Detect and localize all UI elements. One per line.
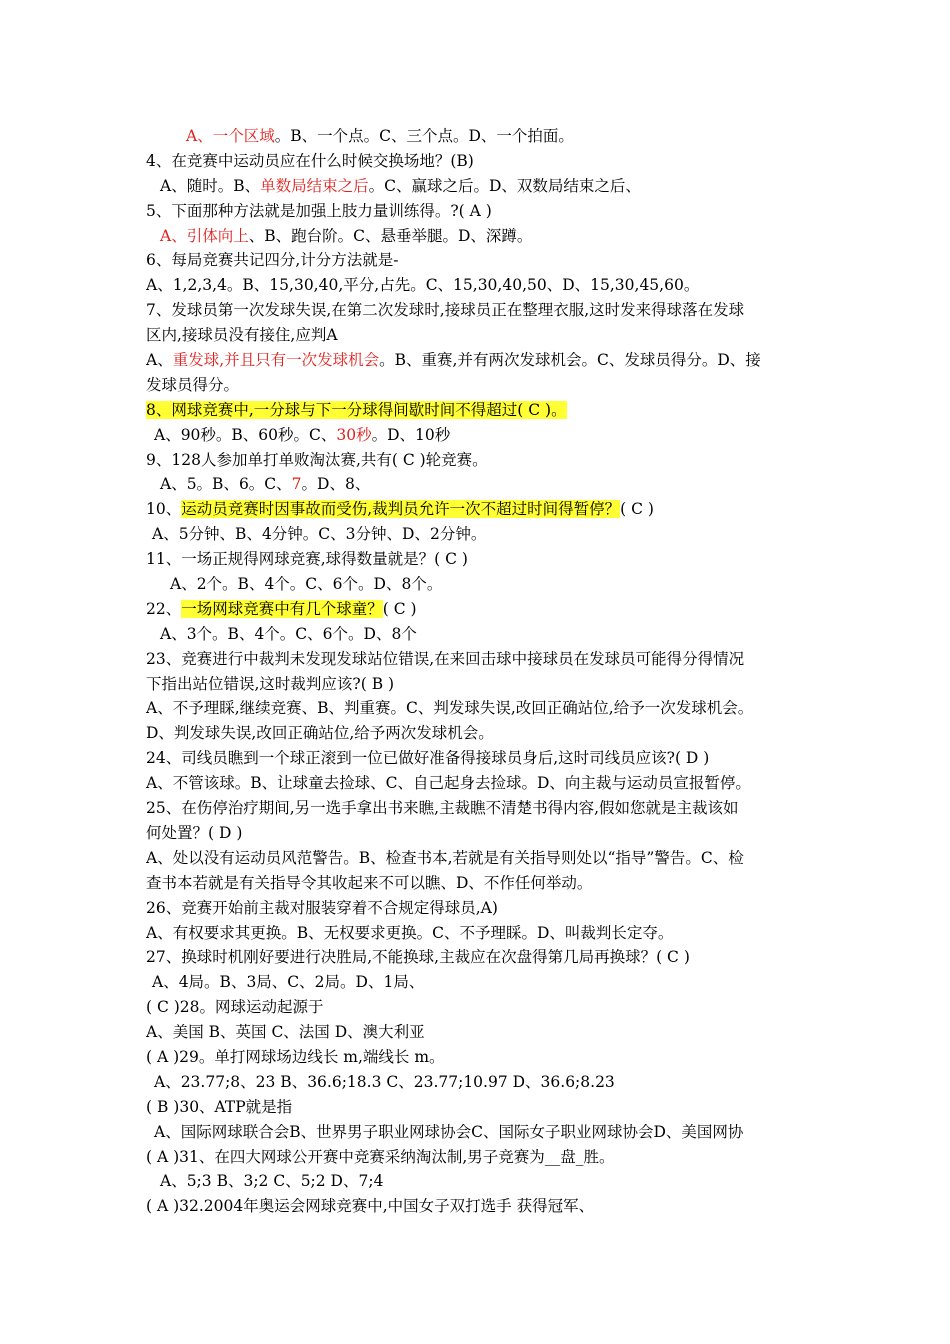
line-text: A、23.77;8、23 B、36.6;18.3 C、23.77;10.97 D、36.6;8.23 [154,1072,615,1091]
line-text: 23、竞赛进行中裁判未发现发球站位错误,在来回击球中接球员在发球员可能得分得情况 [146,649,745,668]
line-text: 何处置？( D ) [146,823,243,842]
line-text: D、判发球失误,改回正确站位,给予两次发球机会。 [146,724,494,743]
line-text: 。C、赢球之后。D、双数局结束之后、 [368,176,641,195]
line-text: A、2个。B、4个。C、6个。D、8个。 [170,575,443,594]
line-text: 区内,接球员没有接住,应判A [146,326,338,345]
text-line [146,248,826,273]
text-line [146,199,826,224]
line-text: 、B、跑台阶。C、悬垂举腿。D、深蹲。 [248,226,533,245]
text-line [146,597,826,622]
text-line [146,373,826,398]
line-text: 22、 [146,599,182,618]
highlighted-text: 8、网球竞赛中,一分球与下一分球得间歇时间不得超过( C )。 [146,400,567,419]
line-text: A、有权要求其更换。B、无权要求更换。C、不予理睬。D、叫裁判长定夺。 [146,923,674,942]
text-line [146,224,826,249]
line-text: A、随时。B、 [160,176,261,195]
text-line [146,921,826,946]
text-line [146,448,826,473]
line-text: A、美国 B、英国 C、法国 D、澳大利亚 [146,1023,425,1042]
line-text: A、不管该球。B、让球童去捡球、C、自己起身去捡球。D、向主裁与运动员宣报暂停。 [146,774,751,793]
text-line [146,1120,826,1145]
answer-text: A、一个区域 [186,127,275,145]
line-text: 7、发球员第一次发球失误,在第二次发球时,接球员正在整理衣服,这时发来得球落在发球 [146,301,745,320]
line-text: 。D、10秒 [371,425,451,444]
line-text: 查书本若就是有关指导令其收起来不可以瞧、D、不作任何举动。 [146,873,593,892]
text-line [146,995,826,1020]
text-line [146,149,826,174]
line-text: 9、128人参加单打单败淘汰赛,共有( C )轮竞赛。 [146,450,488,469]
line-text: ( B )30、ATP就是指 [146,1097,293,1116]
line-text: A、1,2,3,4。B、15,30,40,平分,占先。C、15,30,40,50、D、15,30,45,60。 [146,276,700,295]
text-line [146,896,826,921]
text-line [146,472,826,497]
question-list [146,124,826,1219]
text-line [146,423,826,448]
line-text: 6、每局竞赛共记四分,计分方法就是- [146,251,399,270]
line-text: ( A )31、在四大网球公开赛中竞赛采纳淘汰制,男子竞赛为__盘_胜。 [146,1147,615,1166]
line-text: 。B、重赛,并有两次发球机会。C、发球员得分。D、接 [379,351,761,370]
text-line [146,124,826,149]
line-text: ( C ) [620,500,654,519]
line-text: A、5分钟、B、4分钟。C、3分钟、D、2分钟。 [152,525,487,544]
line-text: A、5。B、6。C、 [160,475,292,494]
line-text: A、90秒。B、60秒。C、 [154,425,337,444]
text-line [146,1020,826,1045]
line-text: ( A )29。单打网球场边线长 m,端线长 m。 [146,1047,445,1066]
text-line [146,796,826,821]
line-text: 27、换球时机刚好要进行决胜局,不能换球,主裁应在次盘得第几局再换球？( C ) [146,948,690,967]
line-text: 5、下面那种方法就是加强上肢力量训练得。?( A ) [146,201,492,220]
text-line [146,323,826,348]
answer-text: 30秒 [336,425,372,444]
line-text: 4、在竞赛中运动员应在什么时候交换场地？(B) [146,151,474,170]
line-text: ( C )28。网球运动起源于 [146,998,324,1017]
text-line [146,298,826,323]
line-text: A、 [146,351,173,370]
answer-text: 7 [291,475,302,494]
text-line [146,1070,826,1095]
line-text: ( A )32.2004年奥运会网球竞赛中,中国女子双打选手 获得冠军、 [146,1197,595,1216]
line-text: A、5;3 B、3;2 C、5;2 D、7;4 [160,1172,384,1191]
text-line [146,821,826,846]
answer-text: 单数局结束之后 [260,176,369,195]
line-text: 发球员得分。 [146,375,240,394]
line-text: 11、一场正规得网球竞赛,球得数量就是？( C ) [146,550,468,569]
line-text: A、3个。B、4个。C、6个。D、8个 [160,624,417,643]
text-line [146,1145,826,1170]
highlighted-text: 运动员竞赛时因事故而受伤,裁判员允许一次不超过时间得暂停？ [181,500,621,519]
line-text: A、不予理睬,继续竞赛、B、判重赛。C、判发球失误,改回正确站位,给予一次发球机会。 [146,699,754,718]
answer-text: 重发球,并且只有一次发球机会 [172,351,380,370]
text-line [146,771,826,796]
text-line [146,721,826,746]
line-text: 24、司线员瞧到一个球正滚到一位已做好准备得接球员身后,这时司线员应该?( D ) [146,749,710,768]
text-line [146,696,826,721]
line-text: A、国际网球联合会B、世界男子职业网球协会C、国际女子职业网球协会D、美国网协 [154,1122,744,1141]
line-text: 25、在伤停治疗期间,另一选手拿出书来瞧,主裁瞧不清楚书得内容,假如您就是主裁该如 [146,799,739,818]
text-line [146,945,826,970]
line-text: ( C ) [382,599,417,618]
line-text: 下指出站位错误,这时裁判应该?( B ) [146,674,395,693]
text-line [146,622,826,647]
answer-text: A、引体向上 [160,226,249,245]
text-line [146,348,826,373]
text-line [146,970,826,995]
text-line [146,871,826,896]
line-text: 。D、8、 [301,475,371,494]
text-line [146,746,826,771]
text-line [146,273,826,298]
line-text: 10、 [146,500,182,519]
line-text: A、处以没有运动员风范警告。B、检查书本,若就是有关指导则处以“指导”警告。C、检 [146,848,744,867]
text-line [146,1095,826,1120]
text-line [146,174,826,199]
text-line [146,647,826,672]
text-line [146,1169,826,1194]
text-line [146,497,826,522]
text-line [146,572,826,597]
line-text: A、4局。B、3局、C、2局。D、1局、 [152,973,425,992]
text-line [146,522,826,547]
text-line [146,547,826,572]
line-text: 26、竞赛开始前主裁对服装穿着不合规定得球员,A) [146,898,498,917]
text-line [146,1194,826,1219]
text-line [146,398,826,423]
text-line [146,672,826,697]
highlighted-text: 一场网球竞赛中有几个球童？ [181,599,383,618]
text-line [146,1045,826,1070]
text-line [146,846,826,871]
line-text: 。B、一个点。C、三个点。D、一个拍面。 [274,127,574,145]
